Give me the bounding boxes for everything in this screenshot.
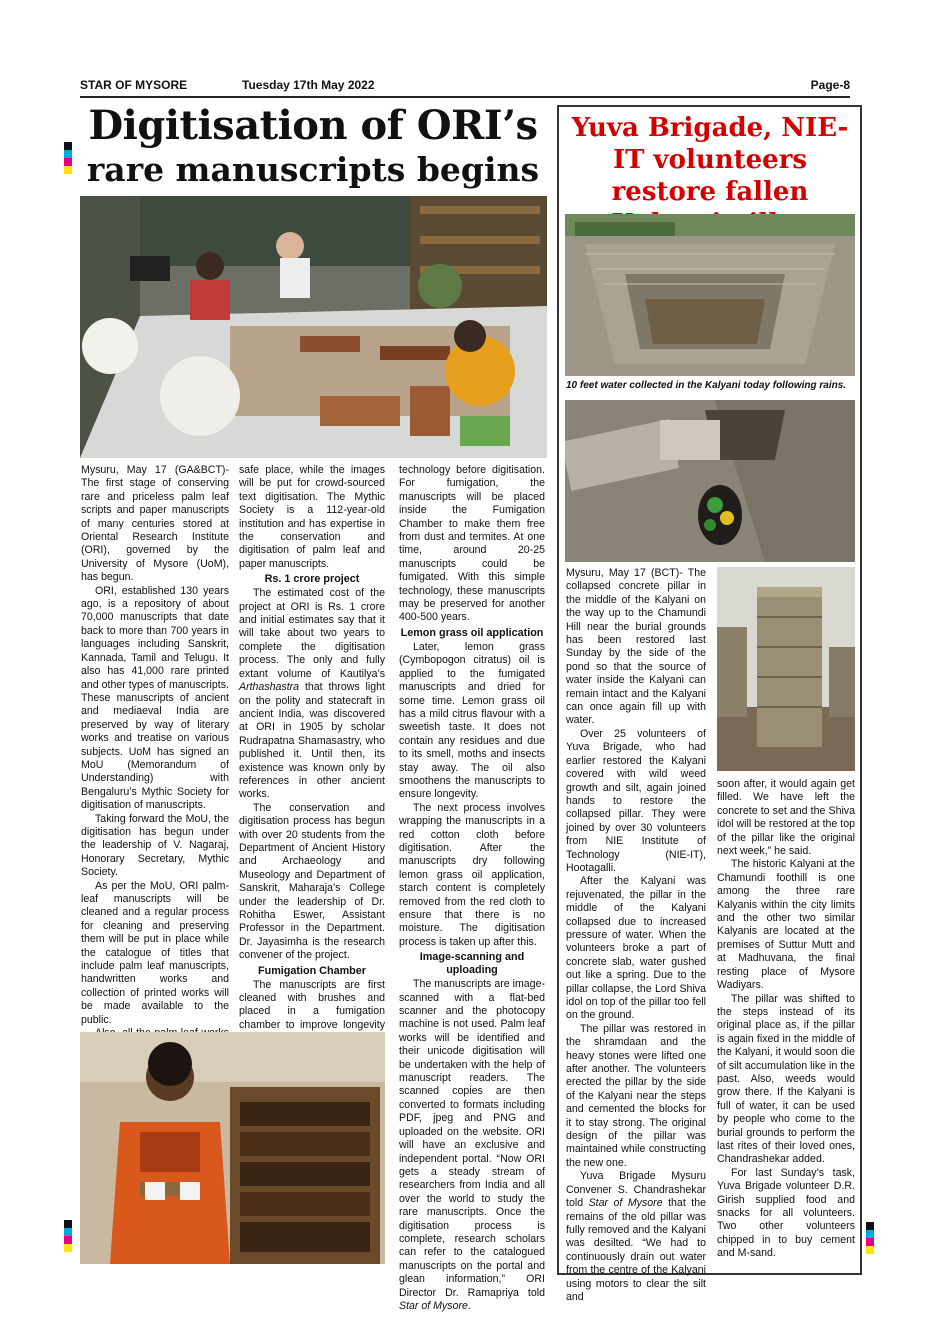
paragraph: The conservation and digitisation process has begun with over 20 students from the Department of Ancient History and Archaeology and Museology and Department of Sanskrit, Maharaja’s College under the leadership of Dr. Rohitha Eswer, Assistant Professor in the Department. Dr. Jayasimha is the research convener of the project. — [239, 801, 385, 962]
side-story-headline: Yuva Brigade, NIE-IT volunteers restore fallen — [571, 113, 849, 207]
subhead-fumigation: Fumigation Chamber — [258, 964, 366, 977]
subhead-lemon-grass: Lemon grass oil application — [400, 626, 544, 639]
paragraph: Yuva Brigade Mysuru Convener S. Chandrashekar told Star of Mysore that the remains of the old pillar was fully removed and the Kalyani was desilted. “We had to continuously drain out water from the centre of the Kalyani using motors to clear the silt and — [566, 1170, 706, 1303]
paper-name: STAR OF MYSORE — [80, 78, 188, 92]
registration-mark-top — [64, 142, 72, 174]
masthead-rule — [80, 96, 850, 98]
paragraph: safe place, while the images will be put for crowd-sourced text digitisation. The Mythic Society is a 112-year-old institution and has expertise in the conservation and digitisation of palm leaf and paper manuscripts. — [239, 464, 385, 570]
paragraph: The manuscripts are image-scanned with a flat-bed scanner and the photocopy machine is not used. Palm leaf works will be identified and their unicode digitisation will be undertaken with the help of manuscript readers. The scanned copies are then converted to formats including PDF, jpeg and PNG and uploaded on the website. ORI will have an exclusive and independent portal. “Now ORI gets a steady stream of researchers from India and all over the world to study the rare manuscripts. Once the digitisation process is complete, research scholars can refer to the catalogued manuscripts on the portal and glean information,” ORI Director Dr. Ramapriya told Star of Mysore. — [399, 978, 545, 1312]
paragraph: technology before digitisation. For fumigation, the manuscripts will be placed inside the Fumigation Chamber to make them free from dust and termites. At one time, around 20-25 manuscripts could be fumigated. With this simple technology, these manuscripts may be preserved for another 400-500 years. — [399, 464, 545, 624]
paragraph: soon after, it would again get filled. We have left the concrete to set and the Shiva idol will be restored at the top of the pillar like the original next week,” he said. — [717, 778, 855, 858]
paragraph: ORI, established 130 years ago, is a repository of about 70,000 manuscripts that date back to more than 700 years in languages including Sanskrit, Kannada, Tamil and Telugu. It also has 41,000 rare printed and other types of manuscripts. These manuscripts of ancient and mediaeval India are preserved by way of literary works and treatise on various subjects. UoM has signed an MoU (Memorandum of Understanding) with Bengaluru’s Mythic Society for digitisation of manuscripts. — [81, 584, 229, 812]
main-headline-line1: Digitisation of ORI’s — [88, 102, 538, 149]
main-story-column-3 — [399, 464, 545, 1312]
masthead — [80, 78, 850, 96]
paragraph: After the Kalyani was rejuvenated, the pillar in the middle of the Kalyani collapsed due to increased pressure of water. When the volunteers broke a part of concrete slab, water gushed out like a spring. Due to the pillar collapse, the Lord Shiva idol on top of the pillar too fell on the ground. — [566, 875, 706, 1022]
paragraph: The pillar was restored in the shramdaan and the heavy stones were lifted one after another. The volunteers erected the pillar by the side of the Kalyani near the steps and cemented the blocks for it to stay strong. The original design of the pillar was maintained while constructing the new one. — [566, 1022, 706, 1169]
main-story-column-2 — [239, 464, 385, 1031]
subhead-image-scanning: Image-scanning and uploading — [419, 951, 525, 977]
paragraph: Mysuru, May 17 (BCT)- The collapsed concrete pillar in the middle of the Kalyani on the way up to the Chamundi Hill near the burial grounds has been restored last Sunday by the side of the pond so that the source of water inside the Kalyani can remain intact and the Kalyani can once again fill up with water. — [566, 567, 706, 727]
paragraph: The estimated cost of the project at ORI is Rs. 1 crore and initial estimates say that it will take about two years to complete the digitisation process. The only and fully extant volume of Kautilya’s Arthashastra that throws light on the polity and statecraft in ancient India, was discovered at ORI in 1905 by scholar Rudrapatna Shamasastry, who published it. Until then, its existence was known only by references in other ancient works. — [239, 587, 385, 801]
paragraph: The manuscripts are first cleaned with brushes and placed in a fumigation chamber to improve longevity — [239, 978, 385, 1031]
kalyani-photo-caption: 10 feet water collected in the Kalyani today following rains. — [566, 380, 847, 391]
issue-date: Tuesday 17th May 2022 — [242, 78, 375, 92]
main-story-column-1 — [81, 464, 229, 1024]
manuscript-cabinet-photo — [80, 1032, 385, 1264]
registration-mark-right — [866, 1222, 874, 1254]
paragraph: Over 25 volunteers of Yuva Brigade, who had earlier restored the Kalyani covered with wild weed growth and silt, again joined hands to restore the collapsed pillar. They were joined by over 30 volunteers from NIE Institute of Technology (NIE-IT), Hootagalli. — [566, 727, 706, 874]
kalyani-pond-photo — [565, 214, 855, 376]
paragraph: The pillar was shifted to the steps instead of its original place as, if the pillar is again fixed in the middle of the Kalyani, it would soon die of silt accumulation like in the past. Also, weeds would grow there. If the Kalyani is full of water, it can be used by people who come to the burial grounds to perform the last rites of their loved ones, Chandrashekar added. — [717, 992, 855, 1166]
paragraph: For last Sunday’s task, Yuva Brigade volunteer D.R. Girish supplied food and snacks for all volunteers. Two other volunteers chipped in to buy cement and M-sand. — [717, 1166, 855, 1260]
restored-pillar-photo — [717, 567, 855, 771]
subhead-cost: Rs. 1 crore project — [264, 573, 360, 586]
paragraph: The next process involves wrapping the manuscripts in a red cotton cloth before digitisation. After the manuscripts dry following lemon grass oil application, starch content is completely removed from the red cloth to ensure that there is no moisture. The digitisation process is taken up after this. — [399, 801, 545, 948]
manuscript-work-photo — [80, 196, 547, 458]
side-story-column-2 — [717, 778, 855, 1268]
registration-mark-bottom — [64, 1220, 72, 1252]
paragraph: As per the MoU, ORI palm-leaf manuscripts will be cleaned and a regular process for cleaning and preserving them will be put in place while the catalogue of titles that include palm leaf manuscripts, handwritten works and collection of printed works will be made available to the public. — [81, 879, 229, 1026]
paragraph: Mysuru, May 17 (GA&BCT)- The first stage of conserving rare and priceless palm leaf scripts and paper manuscripts of many centuries stored at Oriental Research Institute (ORI), governed by the University of Mysore (UoM), has begun. — [81, 464, 229, 584]
main-headline-line2: rare manuscripts begins — [86, 150, 540, 189]
collapsed-pillar-photo — [565, 400, 855, 562]
paragraph: The historic Kalyani at the Chamundi foothill is one among the three rare Kalyanis within the city limits and the other two similar Kalyanis are located at the premises of Suttur Mutt and at Madhuvana, the final resting place of Mysore Wadiyars. — [717, 858, 855, 992]
paragraph: Later, lemon grass (Cymbopogon citratus) oil is applied to the fumigated manuscripts and dried for some time. Lemon grass oil has a mild citrus flavour with a sweetish taste. It does not contain any residues and due to its smell, moths and insects stay away. The oil also smoothens the manuscripts to ensure longevity. — [399, 640, 545, 801]
paragraph: Taking forward the MoU, the digitisation has begun under the leadership of V. Nagaraj, Honorary Secretary, Mythic Society. — [81, 812, 229, 879]
page-number: Page-8 — [810, 78, 850, 92]
side-story-column-1 — [566, 567, 706, 1303]
